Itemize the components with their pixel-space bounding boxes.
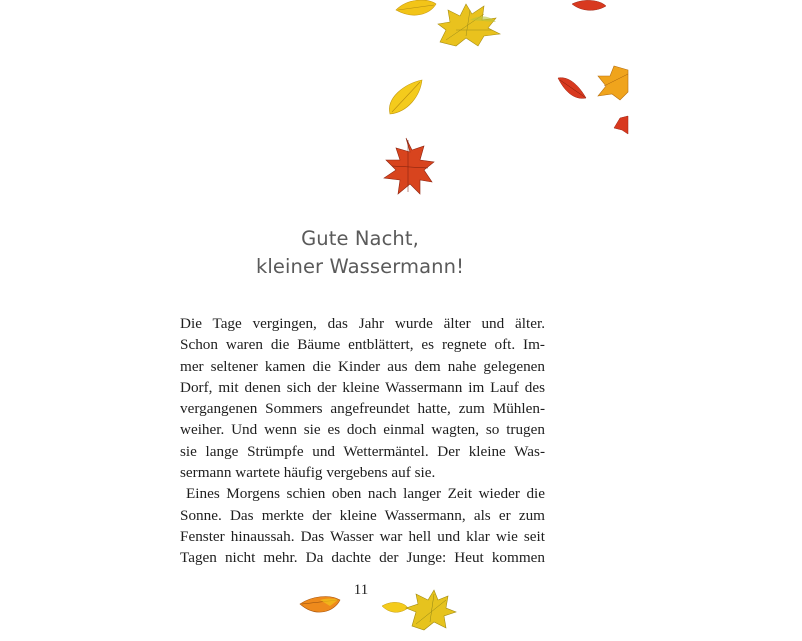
text-line: weiher. Und wenn sie es doch einmal wagten, so trugen [180, 421, 545, 439]
chapter-title-line: Gute Nacht, [301, 227, 419, 250]
autumn-leaf-icon [300, 597, 340, 613]
text-line: vergangenen Sommers angefreundet hatte, zum Mühlen- [180, 400, 545, 418]
autumn-leaf-icon [438, 4, 500, 46]
text-line: Dorf, mit denen sich der kleine Wassermann im Lauf des [180, 378, 545, 396]
page-number: 11 [353, 582, 369, 598]
text-line: sie lange Strümpfe und Wettermäntel. Der kleine Was- [180, 442, 545, 460]
autumn-leaf-icon [396, 0, 436, 15]
chapter-title [160, 225, 560, 281]
text-line: mer seltener kamen die Kinder aus dem nahe gelegenen [180, 357, 545, 375]
autumn-leaf-icon [384, 138, 434, 194]
autumn-leaf-icon [598, 66, 628, 100]
autumn-leaf-icon [572, 0, 606, 10]
text-line: Die Tage vergingen, das Jahr wurde älter und älter. [180, 315, 545, 332]
text-line: Schon waren die Bäume entblättert, es regnete oft. Im- [180, 336, 545, 354]
chapter-title-line: kleiner Wassermann! [255, 255, 465, 278]
autumn-leaf-icon [406, 590, 456, 630]
text-line: Eines Morgens schien oben nach langer Zeit wieder die [186, 485, 545, 503]
text-line: Sonne. Das merkte der kleine Wassermann, als er zum [180, 506, 545, 524]
autumn-leaf-icon [382, 602, 408, 612]
text-line: Tagen nicht mehr. Da dachte der Junge: Heut kommen [180, 549, 545, 567]
text-line: Fenster hinaussah. Das Wasser war hell und klar wie seit [180, 527, 545, 545]
autumn-leaf-icon [558, 78, 586, 99]
text-line: sermann wartete häufig vergebens auf sie. [180, 464, 436, 482]
paragraph [180, 313, 545, 483]
body-text [180, 313, 545, 569]
paragraph [180, 483, 545, 568]
autumn-leaf-icon [389, 80, 422, 114]
autumn-leaf-icon [614, 116, 628, 134]
